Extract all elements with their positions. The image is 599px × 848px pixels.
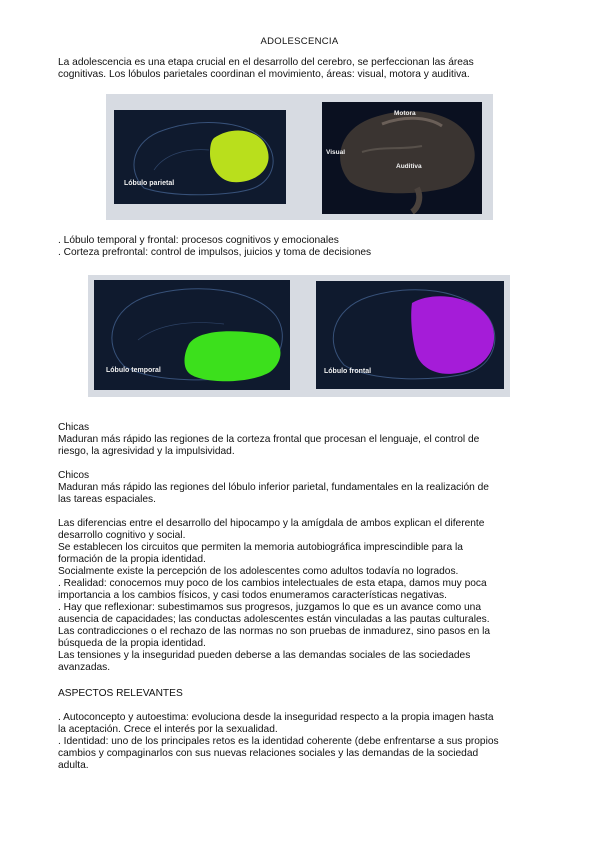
brain-figure-1 (106, 94, 493, 220)
intro-line-1: La adolescencia es una etapa crucial en el desarrollo del cerebro, se perfeccionan las áreas (58, 57, 474, 68)
temporal-lobe-panel (94, 280, 290, 390)
parietal-lobe-panel (114, 110, 286, 204)
visual-label: Visual (326, 149, 346, 156)
aspectos-line-3: . Identidad: uno de los principales retos es la identidad coherente (debe enfrentarse a sus propios (58, 736, 499, 747)
chicas-heading: Chicas (58, 422, 90, 433)
lobes-line-1: . Lóbulo temporal y frontal: procesos cognitivos y emocionales (58, 235, 339, 246)
body-line-1: Las diferencias entre el desarrollo del hipocampo y la amígdala de ambos explican el diferente (58, 518, 485, 529)
aspectos-heading: ASPECTOS RELEVANTES (58, 688, 183, 699)
body-line-4: formación de la propia identidad. (58, 554, 206, 565)
body-line-8: . Hay que reflexionar: subestimamos sus progresos, juzgamos lo que es un avance como una (58, 602, 482, 613)
body-line-5: Socialmente existe la percepción de los adolescentes como adultos todavía no logrados. (58, 566, 459, 577)
frontal-label: Lóbulo frontal (324, 368, 372, 375)
auditiva-label: Auditiva (396, 163, 422, 170)
aspectos-line-2: la aceptación. Crece el interés por la sexualidad. (58, 724, 278, 735)
temporal-label: Lóbulo temporal (106, 367, 161, 374)
chicas-line-1: Maduran más rápido las regiones de la corteza frontal que procesan el lenguaje, el control de (58, 434, 480, 445)
intro-line-2: cognitivas. Los lóbulos parietales coordinan el movimiento, áreas: visual, motora y auditiva. (58, 69, 470, 80)
body-line-9: ausencia de capacidades; las conductas adolescentes están vinculadas a las pautas culturales. (58, 614, 490, 625)
aspectos-line-4: cambios y compaginarlos con sus nuevas relaciones sociales y las demandas de la sociedad (58, 748, 479, 759)
page-title: ADOLESCENCIA (260, 36, 339, 47)
parietal-brain-illustration (114, 110, 286, 204)
lobes-line-2: . Corteza prefrontal: control de impulsos, juicios y toma de decisiones (58, 247, 372, 258)
motora-label: Motora (394, 110, 416, 117)
body-line-10: Las contradicciones o el rechazo de las normas no son pruebas de inmadurez, sino pasos en la (58, 626, 491, 637)
body-line-6: . Realidad: conocemos muy poco de los cambios intelectuales de esta etapa, damos muy poca (58, 578, 487, 589)
sensory-brain-illustration (322, 102, 482, 214)
chicos-line-1: Maduran más rápido las regiones del lóbulo inferior parietal, fundamentales en la realización de (58, 482, 489, 493)
body-line-11: búsqueda de la propia identidad. (58, 638, 206, 649)
chicos-heading: Chicos (58, 470, 90, 481)
parietal-label: Lóbulo parietal (124, 180, 175, 187)
chicas-line-2: riesgo, la agresividad y la impulsividad. (58, 446, 235, 457)
aspectos-line-5: adulta. (58, 760, 89, 771)
body-line-13: avanzadas. (58, 662, 111, 673)
aspectos-line-1: . Autoconcepto y autoestima: evoluciona desde la inseguridad respecto a la propia imagen hasta (58, 712, 494, 723)
chicos-line-2: las tareas espaciales. (58, 494, 156, 505)
body-line-12: Las tensiones y la inseguridad pueden deberse a las demandas sociales de las sociedades (58, 650, 471, 661)
sensory-areas-panel (322, 102, 482, 214)
body-line-3: Se establecen los circuitos que permiten la memoria autobiográfica imprescindible para la (58, 542, 463, 553)
body-line-2: desarrollo cognitivo y social. (58, 530, 186, 541)
temporal-brain-illustration (94, 280, 290, 390)
frontal-brain-illustration (316, 281, 504, 389)
body-line-7: importancia a los cambios físicos, y casi todos enumeramos características negativas. (58, 590, 447, 601)
frontal-lobe-panel (316, 281, 504, 389)
brain-figure-2 (88, 275, 510, 397)
